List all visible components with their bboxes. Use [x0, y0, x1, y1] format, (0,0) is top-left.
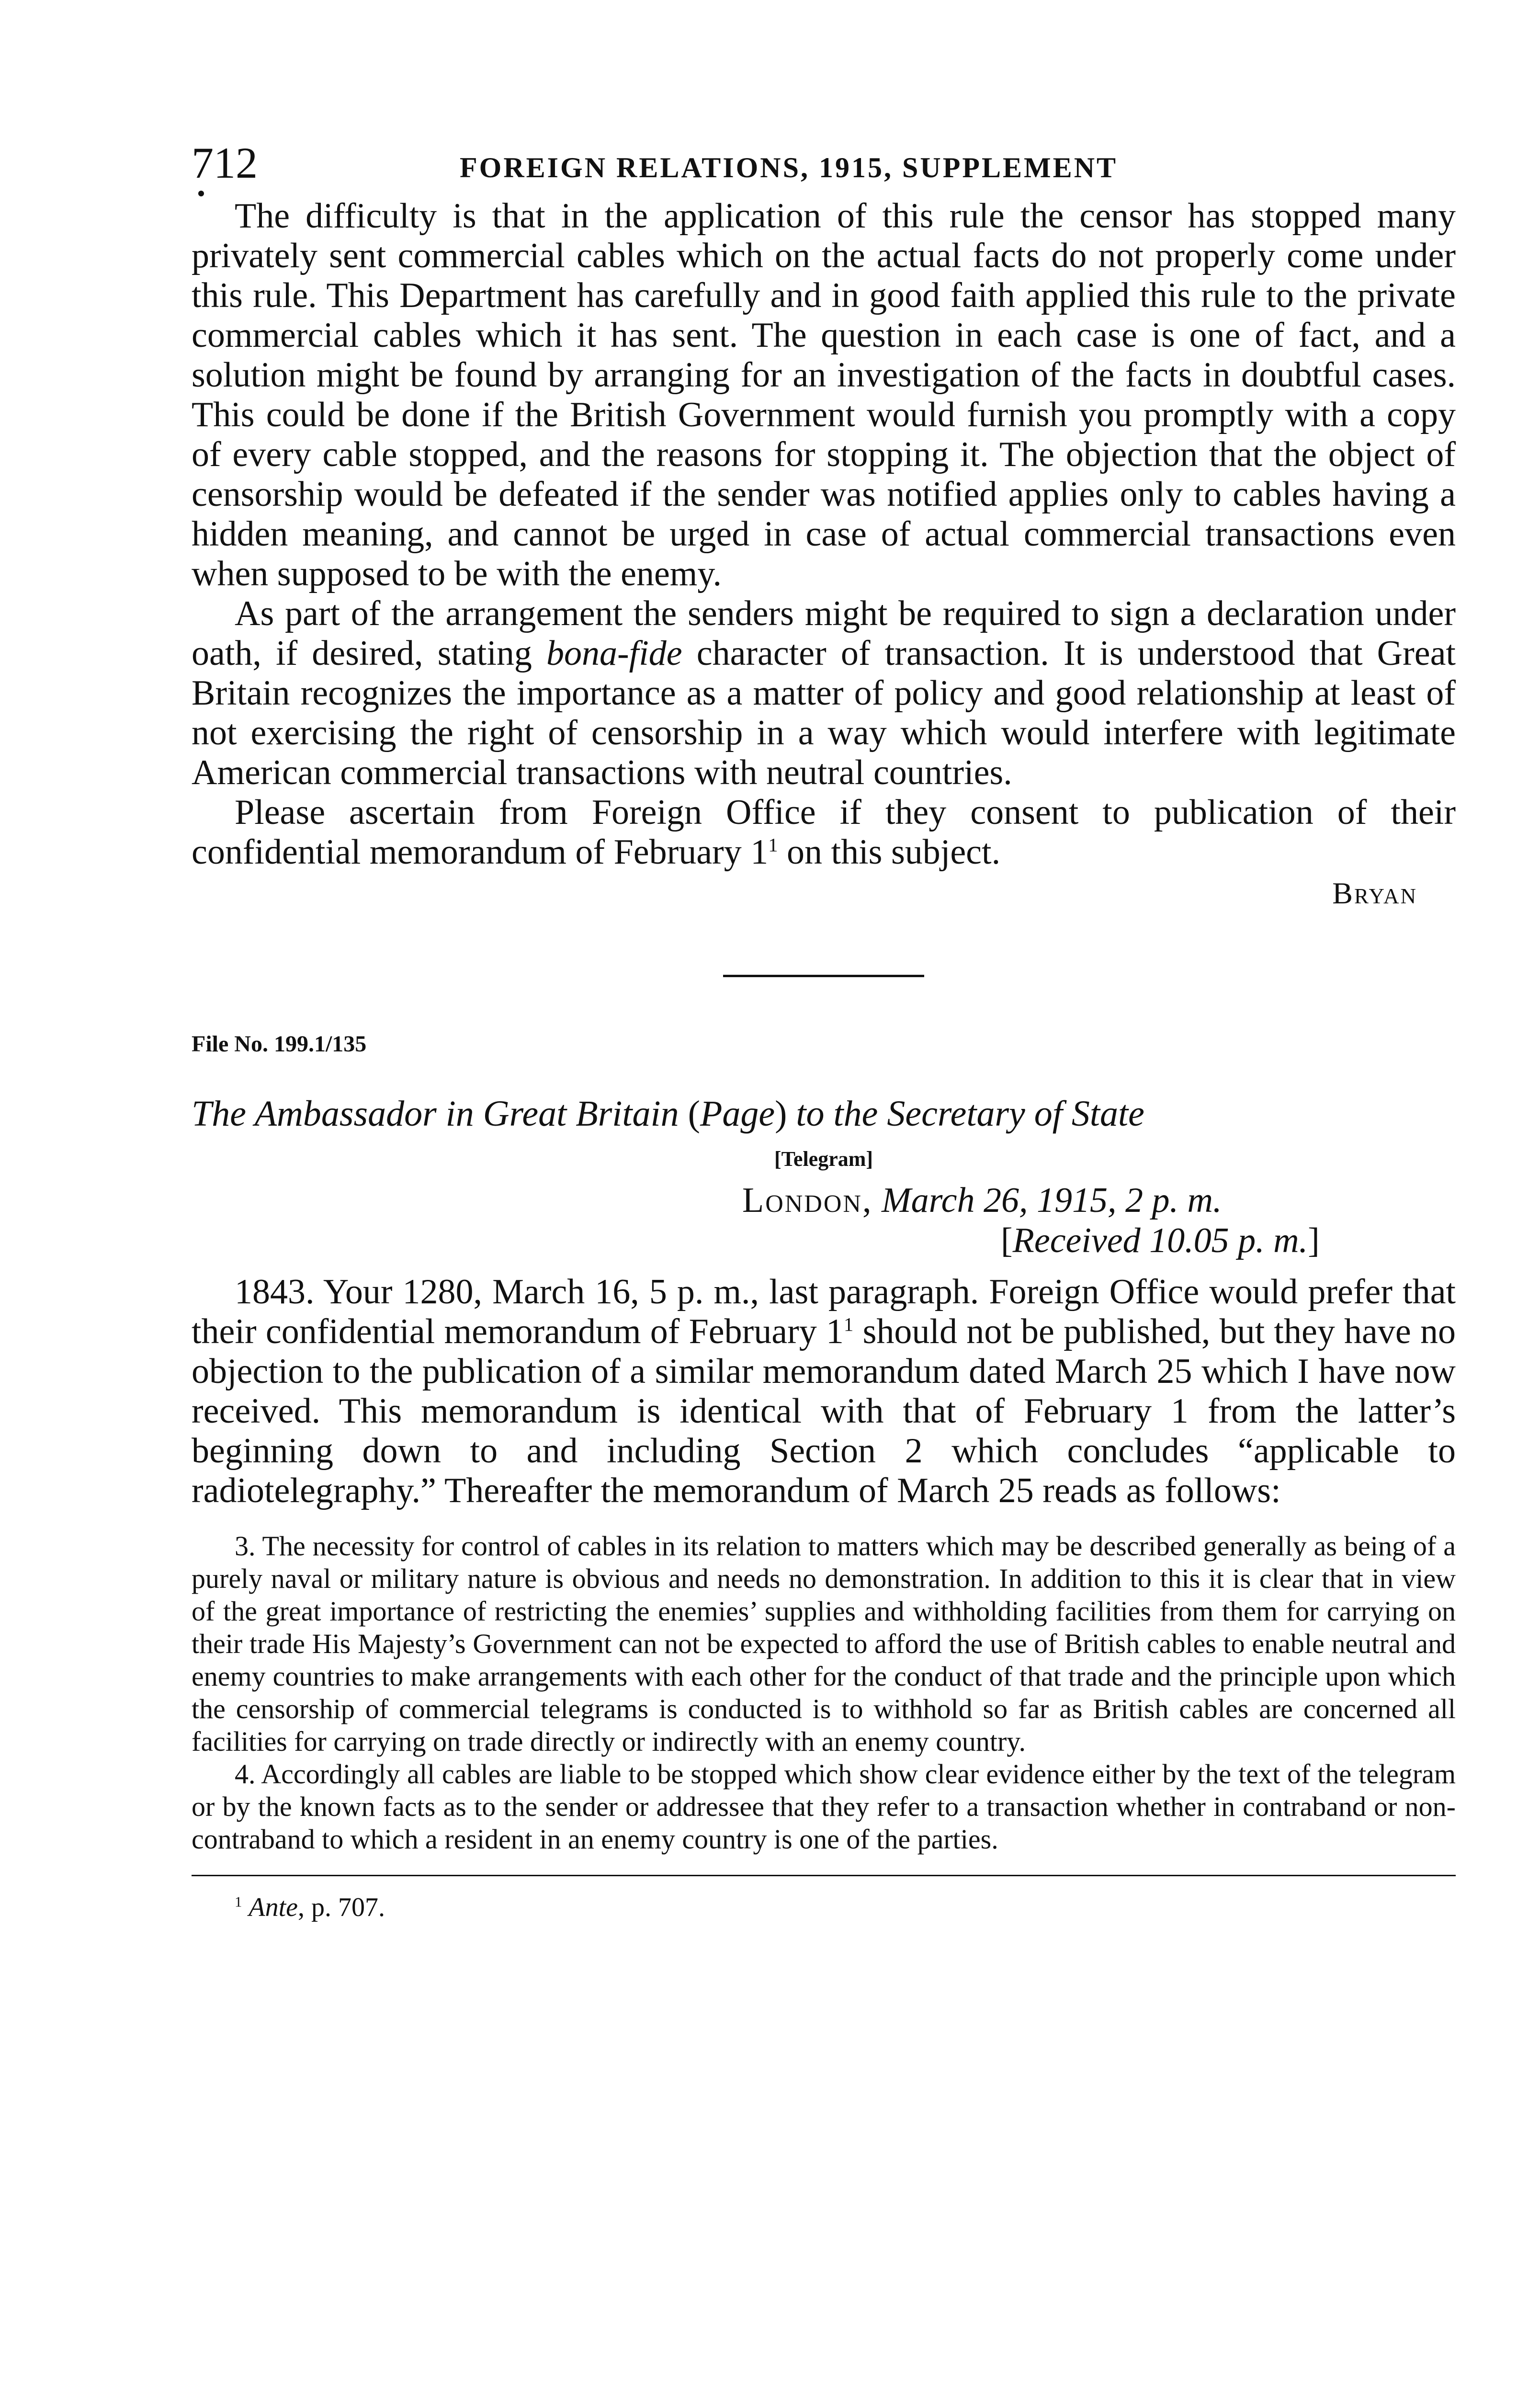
document-page — [192, 125, 1456, 1924]
section-divider — [723, 975, 924, 977]
heading-text: to the Secretary of State — [787, 1094, 1144, 1134]
dateline-city: London, — [742, 1181, 873, 1220]
page-number: 712 — [192, 138, 258, 187]
italic-term: bona-fide — [546, 634, 682, 673]
text-run: on this subject. — [778, 833, 1001, 872]
letter-paragraph — [192, 594, 1456, 793]
file-number: File No. 199.1/135 — [192, 1031, 367, 1057]
dateline — [192, 1180, 1456, 1220]
footnote-ref[interactable]: 1 — [768, 834, 778, 856]
footnote-ref[interactable]: 1 — [844, 1313, 854, 1335]
footnote-text: , p. 707. — [298, 1893, 385, 1922]
letter-paragraph: The difficulty is that in the application of this rule the censor has stopped many privately sent commercial cables which on the actual facts do not properly come under this rule. This Department has carefully and in good faith applied this rule to the private commercial cables which it has sent. The question in each case is one of fact, and a solution might be found by arranging for an investigation of the facts in doubtful cases. This could be done if the British Government would furnish you promptly with a copy of every cable stopped, and the reasons for stopping it. The objection that the object of censorship would be defeated if the sender was notified applies only to cables having a hidden meaning, and cannot be urged in case of actual commercial transactions even when supposed to be with the enemy. — [192, 196, 1456, 593]
memorandum-section: 3. The necessity for control of cables in its relation to matters which may be described generally as being of a purely naval or military nature is obvious and needs no demonstration. In addition to this it is clear that in view of the great importance of restricting the enemies’ supplies and withholding facilities from them for carrying on their trade His Majesty’s Government can not be expected to afford the use of British cables to enable neutral and enemy countries to make arrangements with each other for the conduct of that trade and the principle upon which the censorship of commercial telegrams is conducted is to withhold so far as British cables are concerned all facilities for carrying on trade directly or indirectly with an enemy country. — [192, 1530, 1456, 1757]
running-head-title: FOREIGN RELATIONS, 1915, SUPPLEMENT — [460, 152, 1118, 183]
dateline-date: March 26, 1915, 2 p. m. — [872, 1181, 1222, 1220]
running-head — [192, 125, 1456, 196]
text-run: should not be published, but they have no objection to the publication of a similar memorandum dated March 25 which I have now received. This memorandum is identical with that of February 1 from the latter’s beginning down to and including Section 2 which concludes “applicable to radiotelegraphy.” Thereafter the memorandum of March 25 reads as follows: — [192, 1312, 1456, 1510]
footnote — [192, 1891, 1456, 1924]
document-heading — [192, 1092, 1456, 1135]
received-line — [192, 1220, 1456, 1261]
signature: Bryan — [1332, 876, 1417, 910]
bracket: ] — [1308, 1221, 1320, 1260]
heading-paren: ) — [775, 1094, 787, 1134]
bracket: [ — [1001, 1221, 1013, 1260]
received-text: Received 10.05 p. m. — [1012, 1221, 1308, 1260]
footnote-divider — [192, 1875, 1456, 1876]
text-run: character of transaction. It is understood that Great Britain recognizes the importance as a matter of policy and good relationship at least of not exercising the right of censorship in a way which would interfere with legitimate American commercial transactions with neutral countries. — [192, 634, 1456, 792]
footnote-italic: Ante — [249, 1893, 298, 1922]
heading-name: Page — [700, 1094, 775, 1134]
heading-paren: ( — [688, 1094, 700, 1134]
ink-dot — [198, 191, 204, 196]
quoted-memorandum — [192, 1530, 1456, 1856]
text-run: As part of the arrangement the senders might be required to sign a declaration under oath, if desired, stating — [192, 594, 1456, 673]
heading-text: The Ambassador in Great Britain — [192, 1094, 688, 1134]
telegram-label: [Telegram] — [774, 1147, 873, 1171]
letter-body — [192, 196, 1456, 912]
letter-paragraph — [192, 793, 1456, 872]
memorandum-section: 4. Accordingly all cables are liable to be stopped which show clear evidence either by the text of the telegram or by the known facts as to the sender or addressee that they refer to a transaction whether in contraband or non-contraband to which a resident in an enemy country is one of the parties. — [192, 1758, 1456, 1855]
telegram-body — [192, 1272, 1456, 1511]
footnote-marker: 1 — [235, 1893, 242, 1910]
text-run: 1843. Your 1280, March 16, 5 p. m., last paragraph. Foreign Office would prefer that their confidential memorandum of February 1 — [192, 1272, 1456, 1351]
text-run: Please ascertain from Foreign Office if they consent to publication of their confidential memorandum of February 1 — [192, 793, 1456, 872]
